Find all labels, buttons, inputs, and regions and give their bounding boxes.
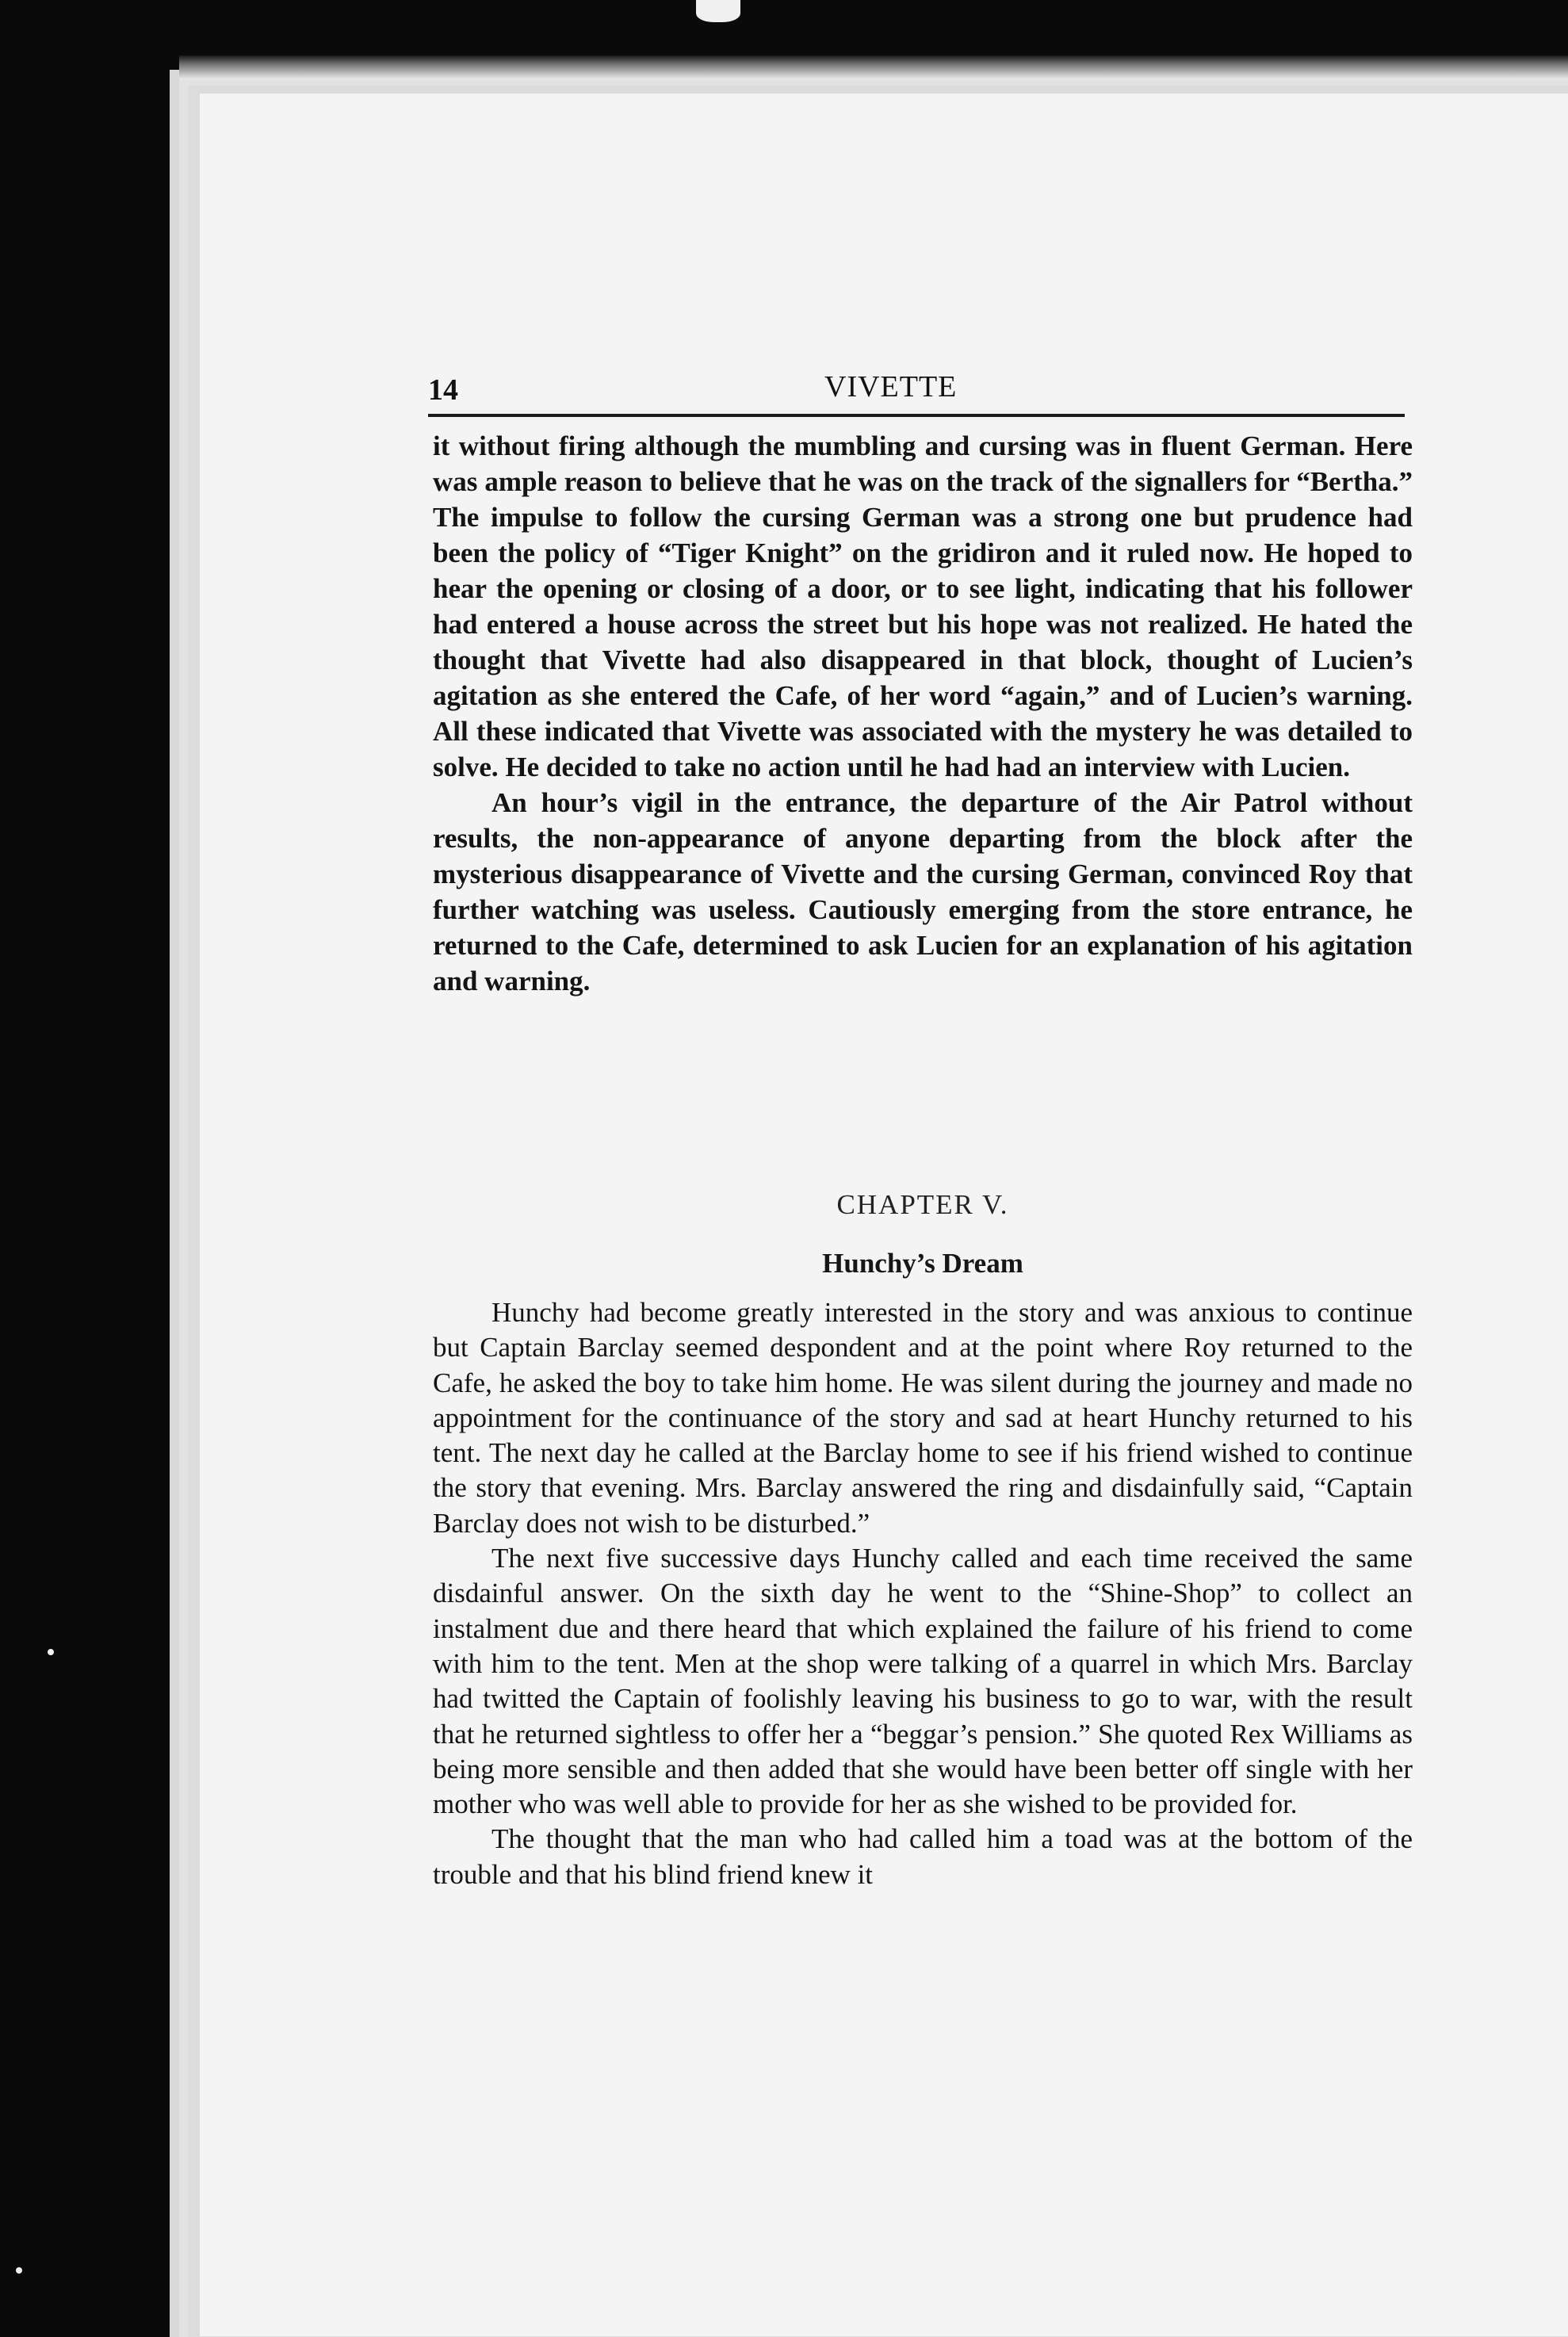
- text-block-before-chapter: [433, 428, 1413, 999]
- paragraph: Hunchy had become greatly interested in the story and was anxious to continue but Captain Barclay seemed despondent and at the point where Roy returned to the Cafe, he asked the boy to take him home. He was silent during the journey and made no appointment for the continuance of the story and sad at heart Hunchy returned to his tent. The next day he called at the Barclay home to see if his friend wished to continue the story that evening. Mrs. Barclay answered the ring and disdainfully said, “Captain Barclay does not wish to be disturbed.”: [433, 1297, 1413, 1539]
- chapter-title: Hunchy’s Dream: [822, 1248, 1023, 1279]
- paragraph: An hour’s vigil in the entrance, the departure of the Air Patrol without results, the non-appearance of anyone departing from the block after the mysterious disappearance of Vivette and the cursing German, convinced Roy that further watching was useless. Cautiously emerging from the store entrance, he returned to the Cafe, determined to ask Lucien for an explanation of his agitation and warning.: [433, 787, 1413, 996]
- paragraph: The next five successive days Hunchy called and each time received the same disdainful answer. On the sixth day he went to the “Shine-Shop” to collect an instalment due and there heard that which explained the failure of his friend to come with him to the tent. Men at the shop were talking of a quarrel in which Mrs. Barclay had twitted the Captain of foolishly leaving his business to go to war, with the result that he returned sightless to offer her a “beggar’s pension.” She quoted Rex Williams as being more sensible and then added that she would have been better off single with her mother who was well able to provide for her as she wished to be provided for.: [433, 1543, 1413, 1820]
- scan-artifact-top: [696, 0, 740, 22]
- scan-speck: [48, 1649, 54, 1655]
- scan-speck: [16, 2267, 22, 2274]
- text-block-after-chapter: [433, 1295, 1413, 1892]
- running-title: VIVETTE: [824, 370, 958, 404]
- page-fold-shadow: [179, 55, 1568, 79]
- page-number: 14: [428, 373, 458, 407]
- paragraph: The thought that the man who had called him a toad was at the bottom of the trouble and that his blind friend knew it: [433, 1823, 1413, 1890]
- paragraph: it without firing although the mumbling and cursing was in fluent German. Here was ample reason to believe that he was on the track of the signallers for “Bertha.” The impulse to follow the cursing German was a strong one but prudence had been the policy of “Tiger Knight” on the gridiron and it ruled now. He hoped to hear the opening or closing of a door, or to see light, indicating that his follower had entered a house across the street but his hope was not realized. He hated the thought that Vivette had also disappeared in that block, thought of Lucien’s agitation as she entered the Cafe, of her word “again,” and of Lucien’s warning. All these indicated that Vivette was associated with the mystery he was detailed to solve. He decided to take no action until he had had an interview with Lucien.: [433, 430, 1413, 782]
- chapter-label: CHAPTER V.: [836, 1189, 1009, 1220]
- page-header: [428, 369, 1405, 411]
- header-rule: [428, 414, 1405, 417]
